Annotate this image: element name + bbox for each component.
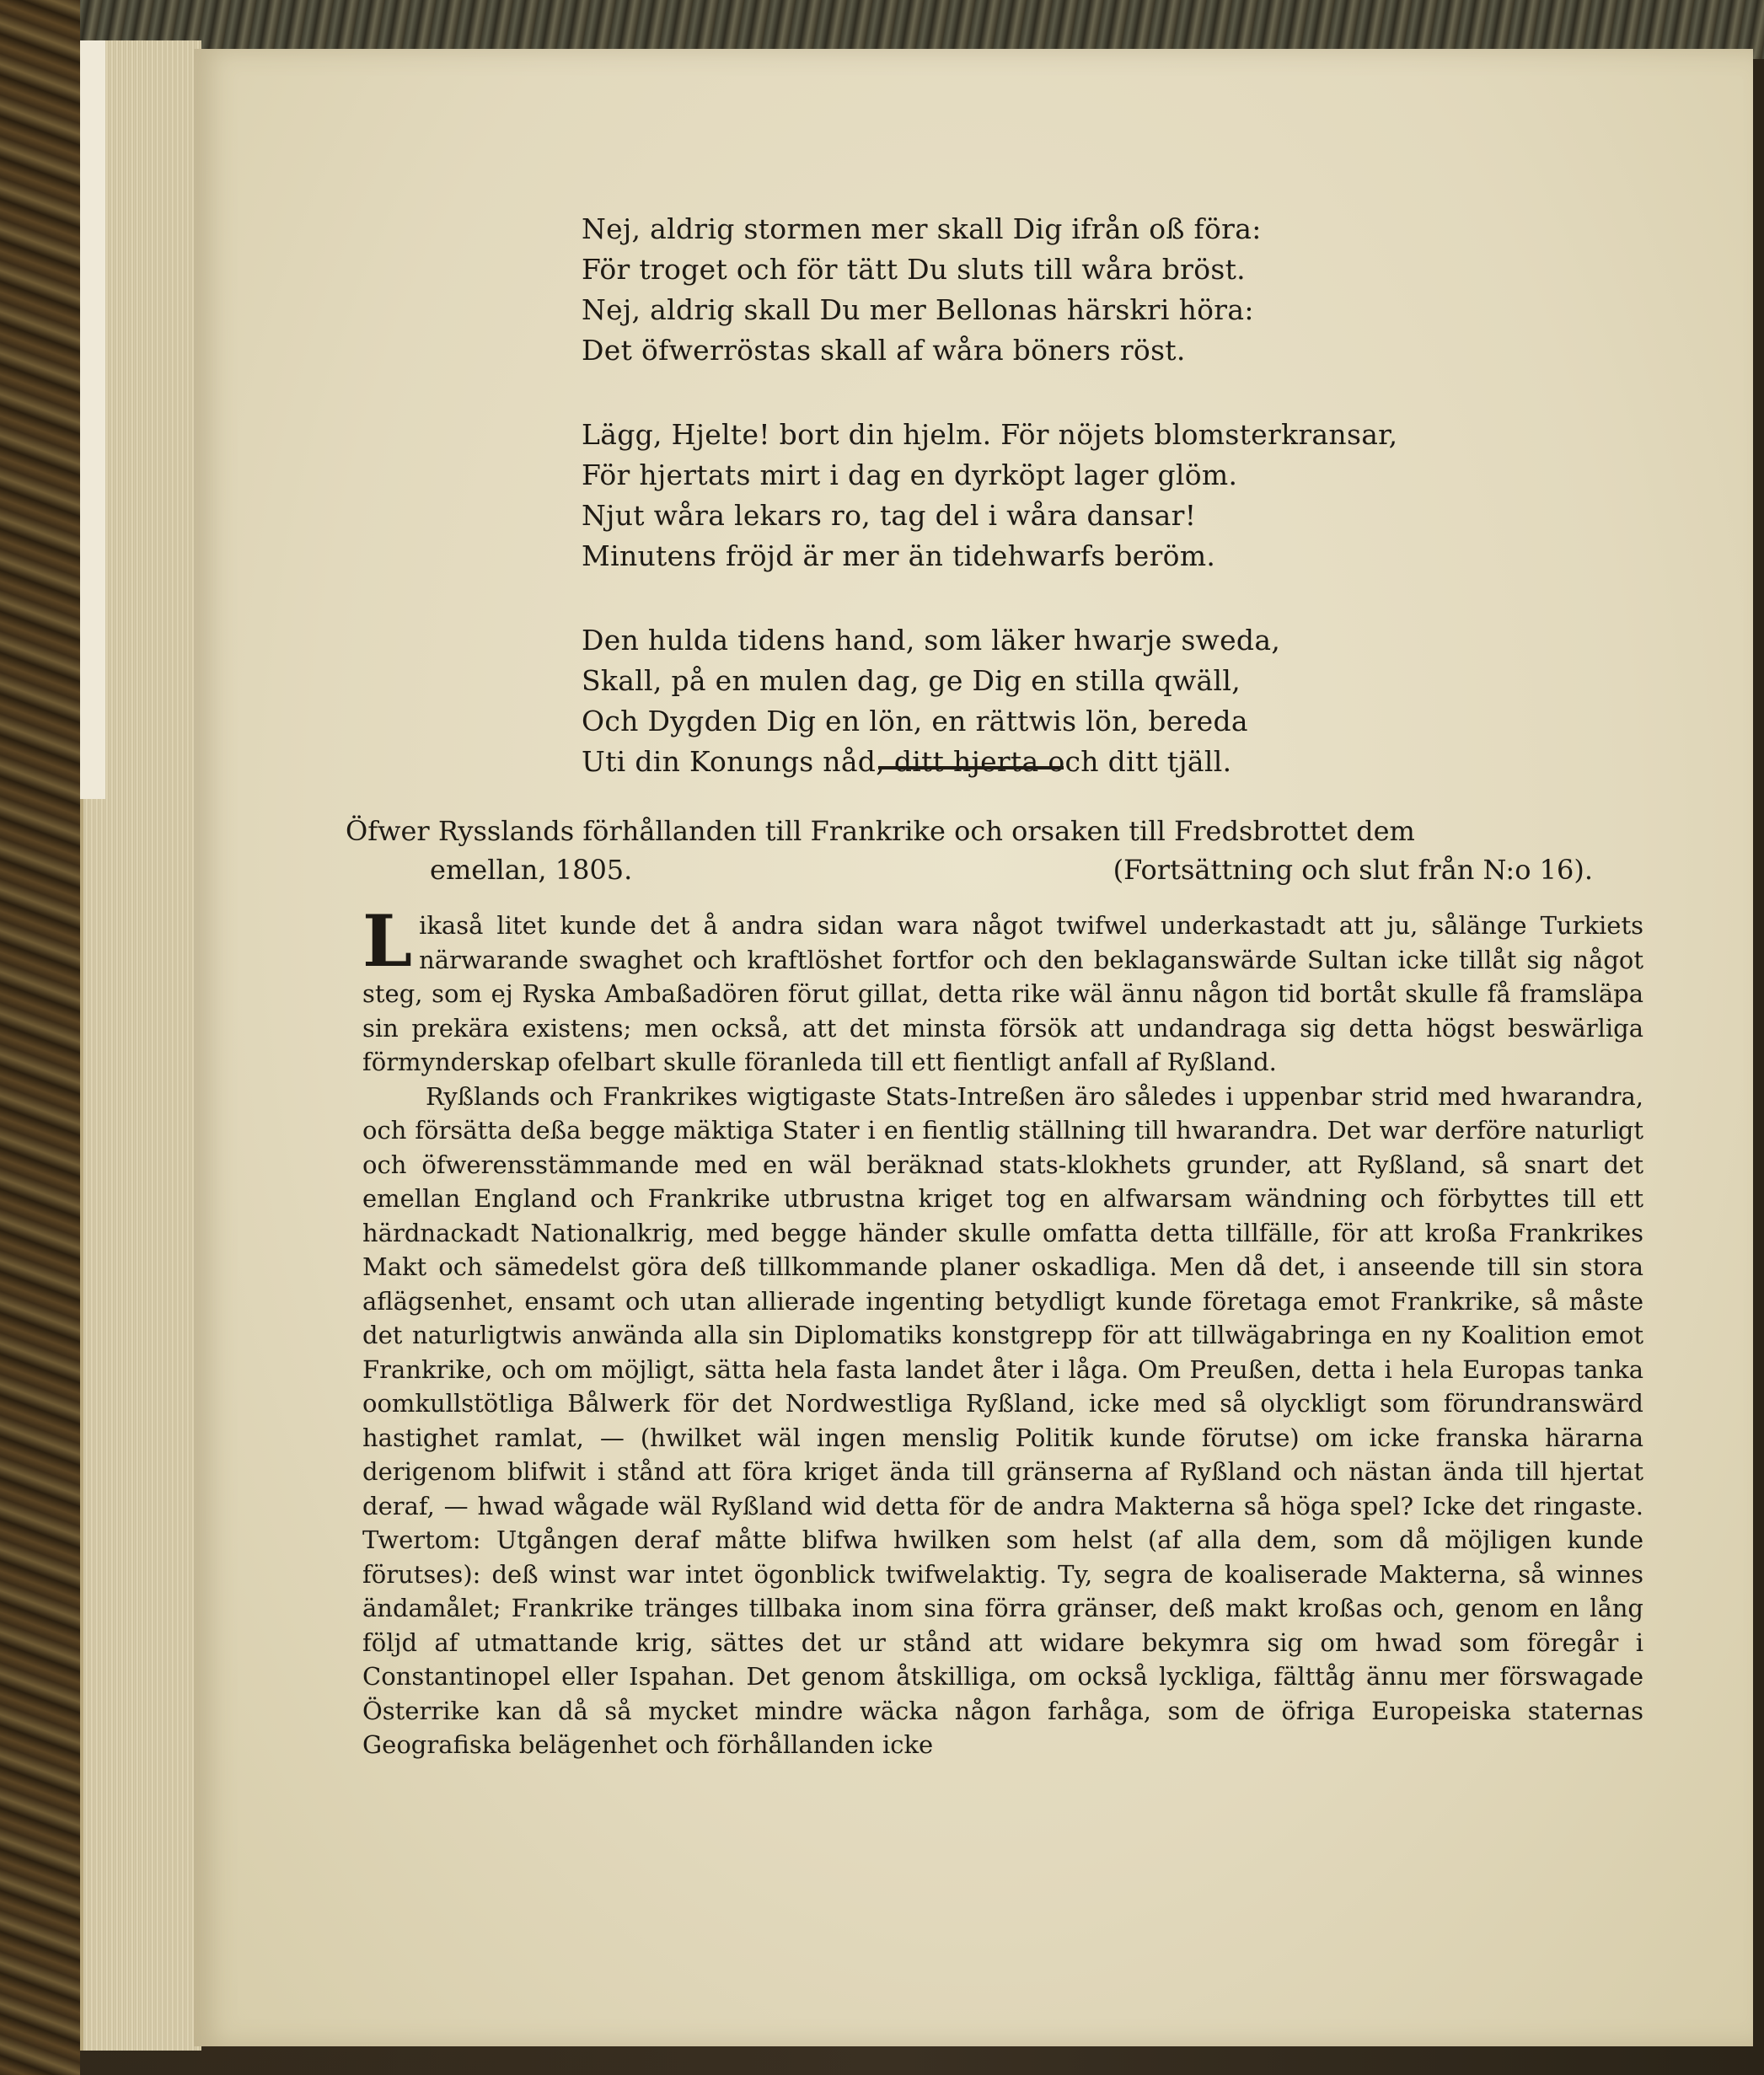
verse-line: Och Dygden Dig en lön, en rättwis lön, bereda: [582, 705, 1248, 737]
paragraph: Ryßlands och Frankrikes wigtigaste Stats-Intreßen äro således i uppenbar strid med hwarandra, och försätta deßa begge mäktiga Stater i en fientlig ställning till hwarandra. Det war derföre naturligt och öfwerensstämmande med en wäl beräknad stats-klokhets grunder, att Ryßland, så snart det emellan England och Frankrike utbrustna kriget tog en alfwarsam wändning och förbyttes till ett härdnackadt Nationalkrig, med begge händer skulle omfatta detta tillfälle, för att kroßa Frankrikes Makt och sämedelst göra deß tillkommande planer oskadliga. Men då det, i anseende till sin stora aflägsenhet, ensamt och utan allierade ingenting betydligt kunde företaga emot Frankrike, så måste det naturligtwis anwända alla sin Diplomatiks konstgrepp för att tillwägabringa en ny Koalition emot Frankrike, och om möjligt, sätta hela fasta landet åter i låga. Om Preußen, detta i hela Europas tanka oomkullstötliga Bålwerk för det Nordwestliga Ryßland, icke med så olyckligt som förundranswärd hastighet ramlat, — (hwilket wäl ingen menslig Politik kunde förutse) om icke franska härarna derigenom blifwit i stånd att föra kriget ända till gränserna af Ryßland och nästan ända till hjertat deraf, — hwad wågade wäl Ryßland wid detta för de andra Makterna så höga spel? Icke det ringaste. Twertom: Utgången deraf måtte blifwa hwilken som helst (af alla dem, som då möjligen kunde förutses): deß winst war intet ögonblick twifwelaktig. Ty, segra de koaliserade Makterna, så winnes ändamålet; Frankrike tränges tillbaka inom sina förra gränser, deß makt kroßas och, genom en lång följd af utmattande krig, sättes det ur stånd att widare bekymra sig om hwad som föregår i Constantinopel eller Ispahan. Det genom åtskilliga, om också lyckliga, fälttåg ännu mer förswagade Österrike kan då så mycket mindre wäcka någon farhåga, som de öfriga Europeiska staternas Geografiska belägenhet och förhållanden icke: [362, 1081, 1643, 1759]
verse-line: Den hulda tidens hand, som läker hwarje sweda,: [582, 624, 1281, 657]
article-body: [362, 899, 1643, 1762]
flyleaf-strip: [80, 40, 105, 799]
continuation-note: (Fortsättning och slut från N:o 16).: [1113, 854, 1593, 886]
drop-cap: L: [362, 899, 413, 983]
verse-line: Nej, aldrig stormen mer skall Dig ifrån oß föra:: [582, 212, 1262, 245]
verse-line: Skall, på en mulen dag, ge Dig en stilla qwäll,: [582, 664, 1241, 697]
paragraph: [362, 899, 1643, 1080]
poem-stanza: [582, 415, 1593, 576]
verse-line: För troget och för tätt Du sluts till wåra bröst.: [582, 253, 1246, 286]
verse-line: Uti din Konungs nåd, ditt hjerta och ditt tjäll.: [582, 745, 1232, 778]
article-heading: [346, 812, 1660, 889]
verse-line: För hjertats mirt i dag en dyrköpt lager glöm.: [582, 458, 1238, 491]
verse-line: Minutens fröjd är mer än tidehwarfs beröm.: [582, 539, 1216, 572]
article-title-end: emellan, 1805.: [430, 854, 633, 886]
poem-stanza: [582, 620, 1593, 782]
poem-stanza: [582, 209, 1593, 371]
verse-line: Njut wåra lekars ro, tag del i wåra dansar!: [582, 499, 1197, 532]
poem: [582, 209, 1593, 826]
cover-marbling-left: [0, 0, 80, 2075]
verse-line: Lägg, Hjelte! bort din hjelm. För nöjets blomsterkransar,: [582, 418, 1398, 451]
section-divider: [878, 766, 1064, 769]
article-title: Öfwer Rysslands förhållanden till Frankrike och orsaken till Fredsbrottet dem: [346, 815, 1415, 847]
paragraph-text: ikaså litet kunde det å andra sidan wara något twifwel underkastadt att ju, sålänge Turkiets närwarande swaghet och kraftlöshet fortfor och den beklaganswärde Sultan icke tillåt sig något steg, som ej Ryska Ambaßadören förut gillat, detta rike wäl ännu någon tid bortåt skulle få framsläpa sin prekära existens; men också, att det minsta försök att undandraga sig detta högst beswärliga förmynderskap ofelbart skulle föranleda till ett fientligt anfall af Ryßland.: [362, 911, 1643, 1076]
book-page: [194, 49, 1753, 2046]
verse-line: Det öfwerröstas skall af wåra böners röst.: [582, 334, 1186, 367]
article-subtitle: [346, 850, 1593, 889]
verse-line: Nej, aldrig skall Du mer Bellonas härskri höra:: [582, 293, 1254, 326]
